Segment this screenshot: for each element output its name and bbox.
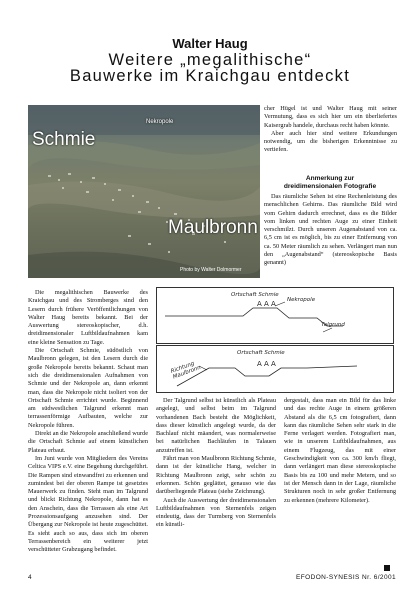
paragraph: Der Talgrund selbst ist künstlich als Plateau angelegt, und selbst beim im Talgrund vorhandenen Bach besteht die Möglichkeit, dass dieser künstlich angelegt wurde, da der Bachlauf nicht mäandert, was normalerweise bei natürlichen Bachläufen in Talauen anzutreffen ist. <box>156 397 276 454</box>
subheading-line: dreidimensionalen Fotografie <box>283 183 377 191</box>
svg-text:A A A: A A A <box>257 360 276 368</box>
svg-text:A A A: A A A <box>257 300 276 308</box>
sketch-label-schmie: Ortschaft Schmie <box>231 292 279 298</box>
sketch-nekropole <box>156 287 394 344</box>
paragraph: Die megalithischen Bauwerke des Kraichgau und des Stromberges sind den Lesern durch frühere Veröffentlichungen von Walter Haug bereits bekannt. Bei der Auswertung stereoskopischer, d.h. dreidimensionaler Luftbildaufnahmen kam eine kleine Sensation zu Tage. <box>28 289 148 346</box>
article-title-line1: Weitere „megalithische“ <box>108 51 312 69</box>
article-title-line2: Bauwerke im Kraichgau entdeckt <box>69 67 351 85</box>
paragraph: Im Juni wurde von Mitgliedern des Vereins Celtica VIPS e.V. eine Begehung durchgeführt. Die Rampen sind einwandfrei zu erkennen und zumindest bei der oberen Rampe ist gesetztes Mauerwerk zu finden. Steht man im Talgrund und blickt Richtung Nekropole, dann hat es den Anschein, dass die Terrassen als eine Art Prozessionsaufgang anzusehen sind. Der Übergang zur Nekropole ist heute zugeschüttet. Es sieht auch so aus, dass sich im oberen Terrassenbereich ein weiterer jetzt verschütteter Grabzugang befindet. <box>28 454 148 554</box>
sketch-label-talgrund: Talgrund <box>321 322 345 328</box>
photo-label-schmie: Schmie <box>32 129 96 150</box>
journal-name: EFODON-SYNESIS Nr. 6/2001 <box>296 574 396 581</box>
right-column-top <box>264 105 397 155</box>
end-of-article-mark <box>384 565 390 571</box>
paragraph: Fährt man von Maulbronn Richtung Schmie, dann ist der künstliche Hang, welcher in Richtung Maulbronn zeigt, sehr schön zu erkennen. Schön geglättet, genauso wie das darüberliegende Plateau (siehe Zeichnung). <box>156 455 276 496</box>
middle-column <box>156 397 276 530</box>
paragraph: cher Hügel ist und Walter Haug mit seiner Vermutung, dass es sich hier um ein überliefertes Kaisergrab handele, durchaus recht haben könnte. <box>264 105 397 129</box>
left-column <box>28 289 148 555</box>
right-column-bottom <box>284 397 396 505</box>
sketch-label-nekropole: Nekropole <box>287 297 316 303</box>
paragraph: dergestalt, dass man ein Bild für das linke und das rechte Auge in einem größeren Abstand als die 6,5 cm fotografiert, dann kann das räumliche Sehen sehr stark in die Ferne verlagert werden. Fotografiert man, wie in unserem Luftbildaufnahmen, aus einem Flugzeug, das mit einer Geschwindigkeit von ca. 300 km/h fliegt, dann verlängert man diese stereoskopische Basis bis zu 100 und mehr Metern, und so ist der Mensch dann in der Lage, räumliche Strukturen noch in sehr großer Entfernung zu erkennen (mehrere Kilometer). <box>284 397 396 504</box>
sketch-label-richtung: Richtung Maulbronn <box>170 360 202 381</box>
paragraph: Die Ortschaft Schmie, südöstlich von Maulbronn gelegen, ist den Lesern durch die große Nekropole bereits bekannt. Schaut man sich die dreidimensionalen Aufnahmen von Schmie und der Nekropole an, dann erkennt man, dass die Nekropole nicht isoliert von der Ortschaft Schmie errichtet wurde. Beginnend am südwestlichen Talgrund erkennt man terrassenförmige Aufbauten, welche zur Nekropole führen. <box>28 347 148 429</box>
page-number: 4 <box>28 574 33 581</box>
section-subheading <box>262 175 398 192</box>
paragraph: Auch die Auswertung der dreidimensionalen Luftbildaufnahmen von Sternenfels zeigen eindeutig, dass der Turmberg von Sternenfels ein künstli- <box>156 496 276 529</box>
author-name: Walter Haug <box>172 36 248 51</box>
photo-credit: Photo by Walter Dolmormer <box>180 267 242 273</box>
sketch-richtung-maulbronn <box>156 345 394 393</box>
paragraph: Das räumliche Sehen ist eine Rechenleistung des menschlichen Gehirns. Das räumliche Bild wird vom Gehirn dadurch errechnet, dass es die Bilder vom linken und rechten Auge zu einer Einheit verschmilzt. Durch unseren Augenabstand von ca. 6,5 cm ist es möglich, bis zu einer Entfernung von ca. 50 Meter räumlich zu sehen. Verlängert man nun den „Augenabstand“ (stereoskopische Basis genannt) <box>264 193 397 267</box>
subheading-line: Anmerkung zur <box>305 175 355 182</box>
photo-label-nekropole: Nekropole <box>146 119 174 125</box>
paragraph: Direkt an die Nekropole anschließend wurde die Ortschaft Schmie auf einem künstlichen Plateau erbaut. <box>28 430 148 454</box>
photo-label-maulbronn: Maulbronn <box>168 217 258 238</box>
paragraph: Aber auch hier sind weitere Erkundungen notwendig, um die bisherigen Erkenntnisse zu vertiefen. <box>264 129 397 154</box>
aerial-photo <box>28 105 260 278</box>
sketch-label-schmie: Ortschaft Schmie <box>237 350 285 356</box>
right-column-mid <box>264 193 397 268</box>
